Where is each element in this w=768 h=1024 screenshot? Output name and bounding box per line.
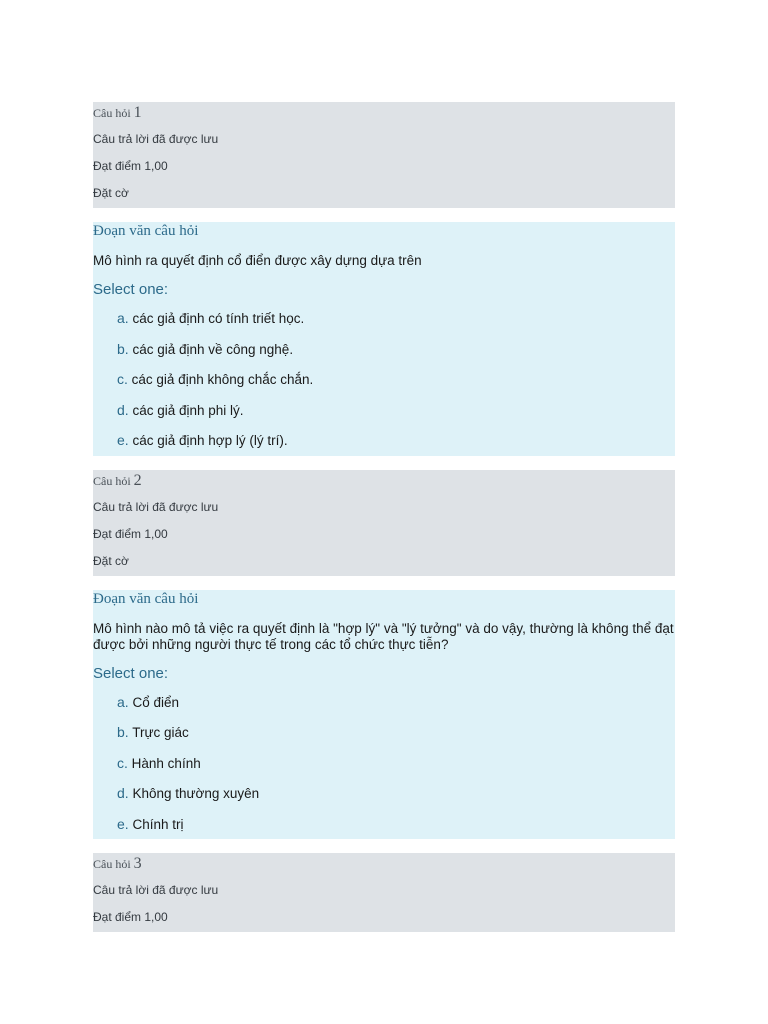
question-points: Đạt điểm 1,00 <box>93 159 168 173</box>
answer-text: Trực giác <box>132 725 189 740</box>
question-info-2 <box>93 470 675 576</box>
question-content-1 <box>93 222 675 456</box>
answer-list <box>117 687 675 840</box>
answer-text: các giả định hợp lý (lý trí). <box>132 433 288 448</box>
question-number <box>93 102 675 126</box>
answer-text: các giả định có tính triết học. <box>132 311 305 326</box>
answer-letter: c. <box>117 371 128 387</box>
question-number-value: 1 <box>133 104 142 121</box>
answer-option-d[interactable] <box>117 778 675 809</box>
answer-text: Không thường xuyên <box>132 786 260 801</box>
answer-letter: e. <box>117 432 129 448</box>
answer-option-d[interactable] <box>117 395 675 426</box>
answer-letter: d. <box>117 401 129 418</box>
quiz-container <box>93 102 675 932</box>
answer-text: Hành chính <box>131 755 201 771</box>
question-info-1 <box>93 102 675 208</box>
answer-option-c[interactable] <box>117 364 675 395</box>
question-status: Câu trả lời đã được lưu <box>93 132 219 146</box>
answer-option-b[interactable] <box>117 717 675 748</box>
answer-text: các giả định về công nghệ. <box>132 341 294 357</box>
question-text: Mô hình ra quyết định cổ điển được xây dựng dựa trên <box>93 253 422 268</box>
question-points: Đạt điểm 1,00 <box>93 910 168 924</box>
question-label: Câu hỏi <box>93 106 131 120</box>
answer-text: Chính trị <box>132 816 184 832</box>
select-one-label: Select one: <box>93 664 169 682</box>
question-status: Câu trả lời đã được lưu <box>93 499 219 514</box>
answer-letter: b. <box>117 724 129 740</box>
answer-text: Cổ điển <box>132 694 179 710</box>
answer-list <box>117 303 675 456</box>
answer-letter: e. <box>117 815 129 832</box>
answer-letter: b. <box>117 340 129 357</box>
answer-text: các giả định không chắc chắn. <box>131 372 314 387</box>
question-text-title: Đoạn văn câu hỏi <box>93 223 199 239</box>
question-label: Câu hỏi <box>93 857 131 871</box>
answer-letter: d. <box>117 785 129 801</box>
question-text: Mô hình nào mô tả việc ra quyết định là "hợp lý" và "lý tưởng" và do vậy, thường là không thể đạt được bởi những người thực tế trong các tổ chức thực tiễn? <box>93 620 674 652</box>
answer-option-b[interactable] <box>117 334 675 365</box>
question-text-title: Đoạn văn câu hỏi <box>93 590 199 607</box>
answer-option-a[interactable] <box>117 303 675 334</box>
answer-option-e[interactable] <box>117 425 675 456</box>
answer-letter: a. <box>117 310 129 326</box>
question-label: Câu hỏi <box>93 473 131 488</box>
question-status: Câu trả lời đã được lưu <box>93 883 219 897</box>
question-number <box>93 470 675 494</box>
question-content-2 <box>93 590 675 840</box>
question-info-3 <box>93 853 675 932</box>
answer-text: các giả định phi lý. <box>132 402 244 418</box>
flag-question-link[interactable]: Đặt cờ <box>93 186 129 200</box>
question-number <box>93 853 675 877</box>
answer-option-a[interactable] <box>117 687 675 718</box>
answer-letter: a. <box>117 693 129 710</box>
select-one-label: Select one: <box>93 281 169 298</box>
answer-option-e[interactable] <box>117 809 675 840</box>
question-number-value: 3 <box>133 855 142 872</box>
flag-question-link[interactable]: Đặt cờ <box>93 553 129 568</box>
question-number-value: 2 <box>133 471 142 489</box>
question-points: Đạt điểm 1,00 <box>93 526 168 541</box>
answer-option-c[interactable] <box>117 748 675 779</box>
answer-letter: c. <box>117 754 128 771</box>
